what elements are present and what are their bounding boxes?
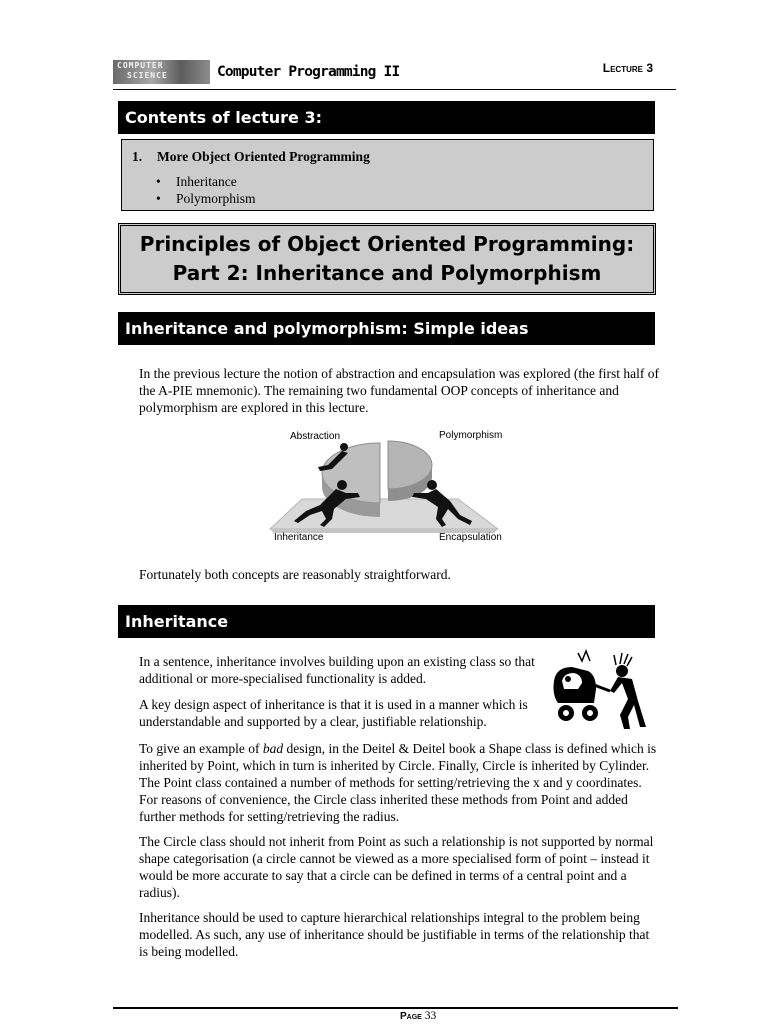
paragraph-straightforward: Fortunately both concepts are reasonably straightforward.	[139, 567, 451, 582]
contents-item-heading: More Object Oriented Programming	[157, 149, 370, 164]
header-rule	[113, 89, 676, 90]
diagram-label-inheritance: Inheritance	[274, 532, 324, 543]
bullet-icon: •	[156, 191, 161, 206]
course-title: Computer Programming II	[217, 64, 400, 80]
bullet-icon: •	[156, 174, 161, 189]
contents-item-number: 1.	[132, 149, 143, 164]
paragraph-bad-design-example	[139, 740, 659, 825]
paragraph-circle-point: The Circle class should not inherit from Point as such a relationship is not supported by normal shape categorisation (a circle cannot be viewed as a more specialised form of point – instead it would be more accurate to say that a circle can be defined in terms of a central point and a radius).	[139, 834, 654, 900]
contents-bullet-polymorphism: Polymorphism	[176, 191, 256, 206]
paragraph-bad-design-text-end: design, in the Deitel & Deitel book a Shape class is defined which is inherited by Point, which in turn is inherited by Circle. Finally, Circle is inherited by Cylinder. The Point class contained a number of methods for setting/retrieving the x and y coordinates. For reasons of convenience, the Circle class inherited these methods from Point and added further methods for setting/retrieving the radius.	[139, 741, 657, 824]
emphasis-bad: bad	[262, 741, 284, 756]
paragraph-bad-design-text-start: To give an example of	[139, 741, 263, 756]
lecture-title-line1: Principles of Object Oriented Programming:	[139, 232, 635, 256]
page-number: 33	[424, 1010, 437, 1022]
contents-heading-bar: Contents of lecture 3:	[118, 101, 655, 134]
stroller-clipart-icon	[548, 645, 648, 732]
page-header	[113, 58, 677, 89]
lecture-title-box	[118, 223, 656, 295]
paragraph-design-aspect: A key design aspect of inheritance is that it is used in a manner which is understandable and supported by a clear, justifiable relationship.	[139, 697, 528, 729]
lecture-label: Lecture 3	[602, 61, 653, 75]
diagram-label-polymorphism: Polymorphism	[439, 430, 503, 441]
page-word: Page	[400, 1011, 422, 1022]
section-heading-inheritance: Inheritance	[118, 605, 655, 638]
paragraph-intro: In the previous lecture the notion of abstraction and encapsulation was explored (the first half of the A-PIE mnemonic). The remaining two fundamental OOP concepts of inheritance and polymorphism are explored in this lecture.	[139, 366, 659, 415]
paragraph-inheritance-definition: In a sentence, inheritance involves building upon an existing class so that additional or more-specialised functionality is added.	[139, 654, 535, 686]
footer-rule	[113, 1007, 678, 1009]
page-footer	[400, 1010, 436, 1022]
lecture-title-line2: Part 2: Inheritance and Polymorphism	[172, 261, 602, 285]
diagram-label-abstraction: Abstraction	[290, 431, 341, 442]
contents-bullet-inheritance: Inheritance	[176, 174, 237, 189]
logo-line2: SCIENCE	[127, 71, 168, 80]
computer-science-logo	[113, 60, 210, 84]
section-heading-simple-ideas: Inheritance and polymorphism: Simple ideas	[118, 312, 655, 345]
diagram-label-encapsulation: Encapsulation	[439, 532, 502, 543]
contents-box	[121, 139, 654, 211]
logo-line1: COMPUTER	[117, 61, 164, 70]
paragraph-hierarchical-relationships: Inheritance should be used to capture hierarchical relationships integral to the problem being modelled. As such, any use of inheritance should be justifiable in terms of the relationship that is being modelled.	[139, 910, 650, 959]
